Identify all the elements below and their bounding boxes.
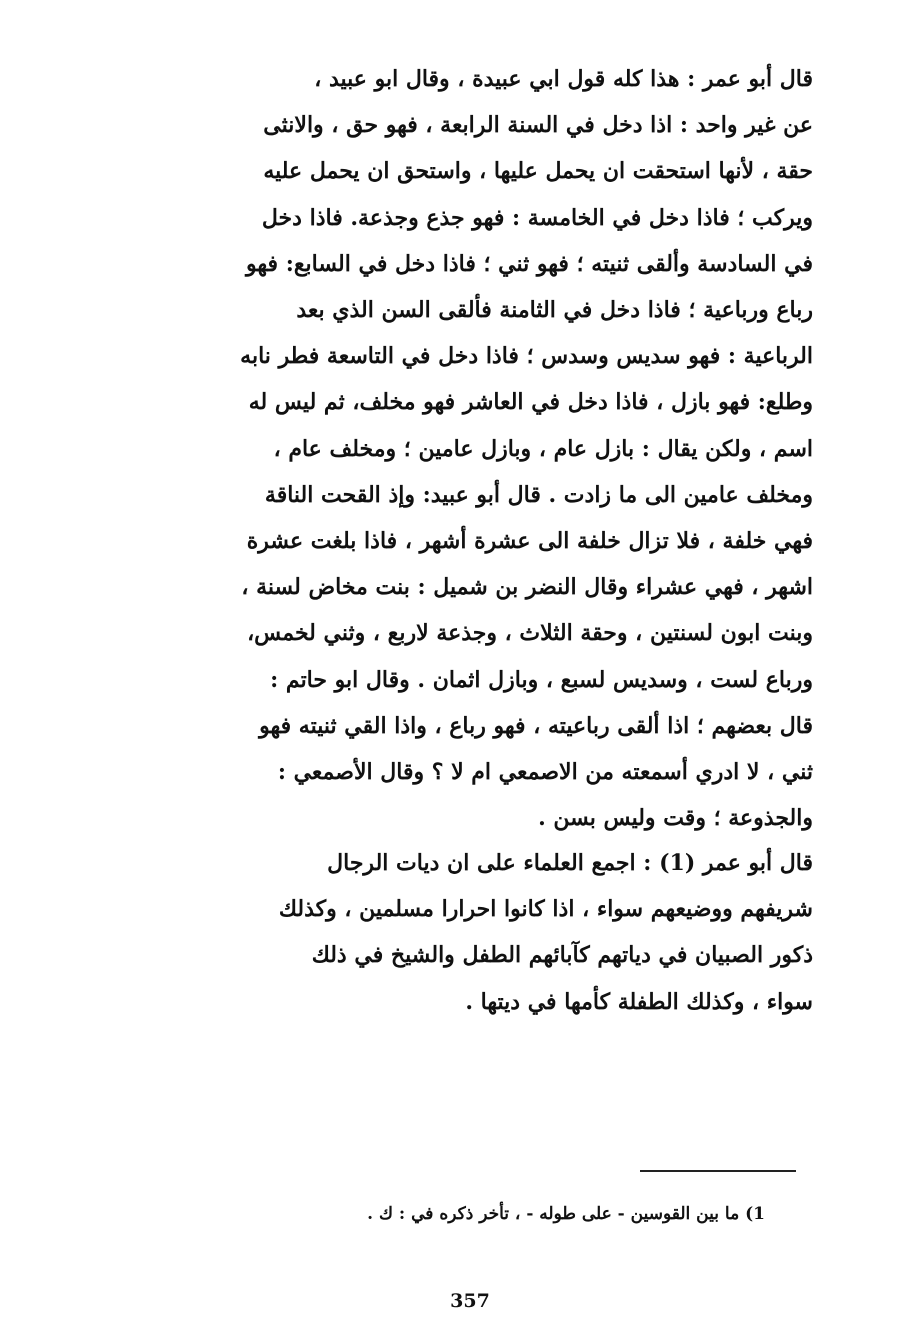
text-line: قال أبو عمر : هذا كله قول ابي عبيدة ، وقال ابو عبيد ،: [314, 66, 813, 92]
paragraph-2: [128, 840, 813, 1025]
text-line: ثني ، لا ادري أسمعته من الاصمعي ام لا ؟ وقال الأصمعي :: [277, 759, 813, 786]
text-line: ورباع لست ، وسديس لسبع ، وبازل اثمان . وقال ابو حاتم :: [270, 666, 813, 693]
text-line: في السادسة وألقى ثنيته ؛ فهو ثني ؛ فاذا دخل في السابع: فهو: [246, 250, 813, 277]
text-line: والجذوعة ؛ وقت وليس بسن .: [538, 805, 813, 832]
text-line: ويركب ؛ فاذا دخل في الخامسة : فهو جذع وجذعة. فاذا دخل: [261, 204, 813, 231]
text-line: قال أبو عمر (1) : اجمع العلماء على ان ديات الرجال: [327, 850, 813, 876]
text-line: سواء ، وكذلك الطفلة كأمها في ديتها .: [465, 988, 813, 1015]
text-line: شريفهم ووضيعهم سواء ، اذا كانوا احرارا مسلمين ، وكذلك: [278, 896, 813, 923]
text-line: رباع ورباعية ؛ فاذا دخل في الثامنة فألقى السن الذي بعد: [296, 297, 813, 324]
text-line: ومخلف عامين الى ما زادت . قال أبو عبيد: وإذ القحت الناقة: [264, 481, 813, 508]
page-number: 357: [450, 1290, 490, 1312]
footnote: 1) ما بين القوسين - على طوله - ، تأخر ذكره في : ك .: [367, 1204, 765, 1224]
text-line: اشهر ، فهي عشراء وقال النضر بن شميل : بنت مخاض لسنة ،: [241, 574, 813, 601]
text-line: قال بعضهم ؛ اذا ألقى رباعيته ، فهو رباع ، واذا القي ثنيته فهو: [259, 712, 813, 739]
text-line: وبنت ابون لسنتين ، وحقة الثلاث ، وجذعة لاربع ، وثني لخمس،: [247, 620, 813, 647]
text-line: حقة ، لأنها استحقت ان يحمل عليها ، واستحق ان يحمل عليه: [263, 158, 813, 185]
text-line: ذكور الصبيان في دياتهم كآبائهم الطفل والشيخ في ذلك: [311, 942, 813, 969]
text-line: اسم ، ولكن يقال : بازل عام ، وبازل عامين ؛ ومخلف عام ،: [273, 435, 813, 462]
text-line: وطلع: فهو بازل ، فاذا دخل في العاشر فهو مخلف، ثم ليس له: [248, 389, 813, 416]
paragraph-1: [128, 56, 813, 841]
text-line: الرباعية : فهو سديس وسدس ؛ فاذا دخل في التاسعة فطر نابه: [240, 343, 813, 370]
footnote-divider: [640, 1170, 796, 1172]
text-line: عن غير واحد : اذا دخل في السنة الرابعة ، فهو حق ، والانثى: [263, 112, 813, 139]
text-line: فهي خلفة ، فلا تزال خلفة الى عشرة أشهر ، فاذا بلغت عشرة: [246, 528, 813, 555]
